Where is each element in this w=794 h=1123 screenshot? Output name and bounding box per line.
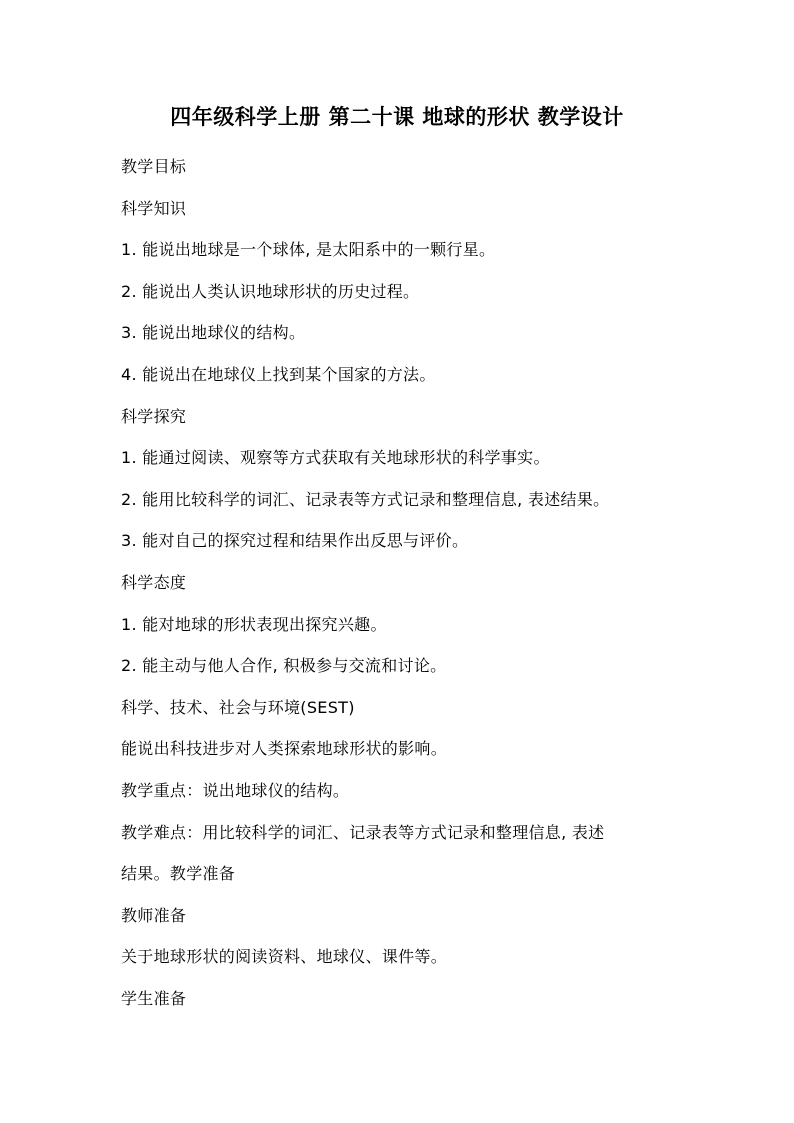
heading-teaching-objectives: 教学目标 [121,157,187,176]
document-body [121,146,691,1019]
sest-item: 能说出科技进步对人类探索地球形状的影响。 [121,739,448,759]
inquiry-item-2: 2. 能用比较科学的词汇、记录表等方式记录和整理信息, 表述结果。 [121,489,610,509]
knowledge-item-2: 2. 能说出人类认识地球形状的历史过程。 [121,281,420,301]
knowledge-item-3: 3. 能说出地球仪的结构。 [121,323,306,343]
heading-science-knowledge: 科学知识 [121,198,187,218]
attitude-item-2: 2. 能主动与他人合作, 积极参与交流和讨论。 [121,656,447,676]
heading-sest: 科学、技术、社会与环境(SEST) [121,697,355,717]
heading-student-preparation: 学生准备 [121,988,187,1008]
teaching-key-point: 教学重点：说出地球仪的结构。 [121,780,350,800]
attitude-item-1: 1. 能对地球的形状表现出探究兴趣。 [121,614,387,634]
teaching-difficulty-line-1: 教学难点：用比较科学的词汇、记录表等方式记录和整理信息, 表述 [121,822,605,842]
heading-teacher-preparation: 教师准备 [121,905,187,925]
teaching-difficulty-line-2: 结果。教学准备 [121,864,236,884]
inquiry-item-1: 1. 能通过阅读、观察等方式获取有关地球形状的科学事实。 [121,448,550,468]
document-title: 四年级科学上册 第二十课 地球的形状 教学设计 [170,104,624,129]
knowledge-item-4: 4. 能说出在地球仪上找到某个国家的方法。 [121,364,436,384]
knowledge-item-1: 1. 能说出地球是一个球体, 是太阳系中的一颗行星。 [121,240,496,260]
teacher-preparation-item: 关于地球形状的阅读资料、地球仪、课件等。 [121,947,448,967]
inquiry-item-3: 3. 能对自己的探究过程和结果作出反思与评价。 [121,531,469,551]
heading-science-attitude: 科学态度 [121,572,187,592]
heading-science-inquiry: 科学探究 [121,406,187,426]
